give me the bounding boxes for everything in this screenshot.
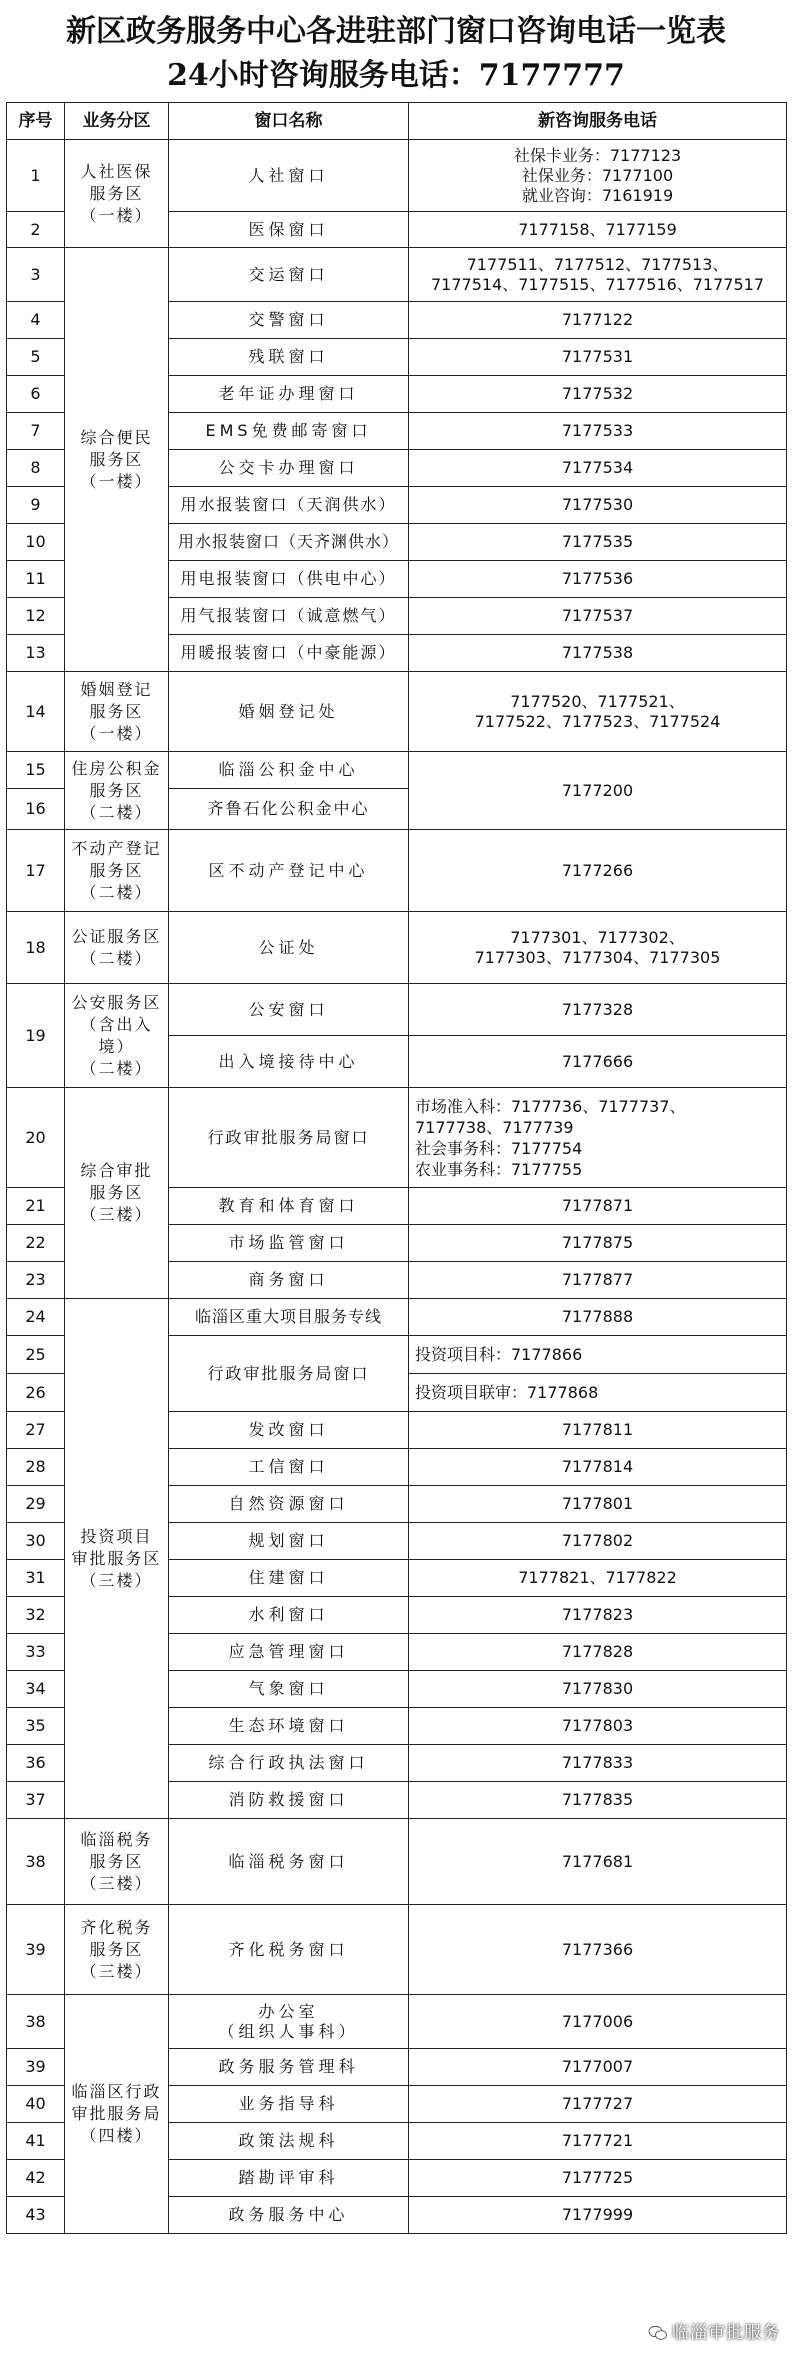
phone-cell: 7177007 [409,2049,787,2086]
row-number: 39 [7,2049,65,2086]
row-number: 22 [7,1225,65,1262]
zone-cell: 临淄区行政 审批服务局 （四楼） [65,1995,169,2234]
table-row [7,1088,787,1188]
phone-cell: 7177666 [409,1036,787,1088]
row-number: 38 [7,1995,65,2049]
window-name: 气象窗口 [169,1671,409,1708]
row-number: 21 [7,1188,65,1225]
window-name: 用电报装窗口（供电中心） [169,561,409,598]
header-phone: 新咨询服务电话 [409,103,787,140]
table-row [7,1299,787,1336]
window-name: 区不动产登记中心 [169,830,409,912]
row-number: 2 [7,212,65,248]
watermark [648,2318,780,2343]
table-row [7,672,787,752]
phone-cell: 市场准入科：7177736、7177737、 7177738、7177739 社会事务科：7177754 农业事务科：7177755 [409,1088,787,1188]
window-name: 消防救援窗口 [169,1782,409,1819]
phone-cell: 7177520、7177521、 7177522、7177523、7177524 [409,672,787,752]
row-number: 30 [7,1523,65,1560]
phone-cell: 7177828 [409,1634,787,1671]
window-name: 出入境接待中心 [169,1036,409,1088]
row-number: 35 [7,1708,65,1745]
row-number: 26 [7,1374,65,1412]
phone-cell: 7177534 [409,450,787,487]
window-name: 交警窗口 [169,302,409,339]
row-number: 43 [7,2197,65,2234]
phone-cell: 7177266 [409,830,787,912]
table-row [7,830,787,912]
phone-cell: 7177814 [409,1449,787,1486]
window-name: 齐化税务窗口 [169,1905,409,1995]
zone-cell: 临淄税务 服务区 （三楼） [65,1819,169,1905]
zone-cell: 人社医保 服务区 （一楼） [65,140,169,248]
wechat-icon [648,2325,668,2341]
window-name: 临淄区重大项目服务专线 [169,1299,409,1336]
zone-cell: 住房公积金 服务区 （二楼） [65,752,169,830]
row-number: 12 [7,598,65,635]
phone-cell: 7177301、7177302、 7177303、7177304、7177305 [409,912,787,984]
watermark-text: 临淄审批服务 [672,2323,780,2343]
phone-cell: 7177200 [409,752,787,830]
window-name: 临淄公积金中心 [169,752,409,789]
phone-cell: 7177821、7177822 [409,1560,787,1597]
phone-cell: 7177511、7177512、7177513、 7177514、7177515、7177516、7177517 [409,248,787,302]
row-number: 38 [7,1819,65,1905]
window-name: 医保窗口 [169,212,409,248]
phone-cell: 7177830 [409,1671,787,1708]
row-number: 9 [7,487,65,524]
window-name: 残联窗口 [169,339,409,376]
header-no: 序号 [7,103,65,140]
phone-cell: 7177328 [409,984,787,1036]
row-number: 13 [7,635,65,672]
window-name: 老年证办理窗口 [169,376,409,413]
window-name: 综合行政执法窗口 [169,1745,409,1782]
window-name: 婚姻登记处 [169,672,409,752]
phone-cell: 7177811 [409,1412,787,1449]
row-number: 15 [7,752,65,789]
phone-cell: 7177535 [409,524,787,561]
page-title: 新区政务服务中心各进驻部门窗口咨询电话一览表 [66,14,726,49]
row-number: 25 [7,1336,65,1374]
row-number: 6 [7,376,65,413]
phone-cell: 7177536 [409,561,787,598]
window-name: 政策法规科 [169,2123,409,2160]
contact-table [6,102,787,2234]
row-number: 10 [7,524,65,561]
row-number: 19 [7,984,65,1088]
row-number: 3 [7,248,65,302]
phone-cell: 7177727 [409,2086,787,2123]
phone-cell: 投资项目联审：7177868 [409,1374,787,1412]
window-name: 公交卡办理窗口 [169,450,409,487]
phone-cell: 7177681 [409,1819,787,1905]
phone-cell: 7177533 [409,413,787,450]
window-name: 临淄税务窗口 [169,1819,409,1905]
window-name: 行政审批服务局窗口 [169,1088,409,1188]
window-name: 交运窗口 [169,248,409,302]
row-number: 20 [7,1088,65,1188]
phone-cell: 7177999 [409,2197,787,2234]
window-name: 水利窗口 [169,1597,409,1634]
row-number: 17 [7,830,65,912]
row-number: 27 [7,1412,65,1449]
row-number: 16 [7,789,65,830]
phone-cell: 投资项目科：7177866 [409,1336,787,1374]
phone-cell: 7177158、7177159 [409,212,787,248]
phone-cell: 7177537 [409,598,787,635]
window-name: 公安窗口 [169,984,409,1036]
window-name: 自然资源窗口 [169,1486,409,1523]
zone-cell: 综合便民 服务区 （一楼） [65,248,169,672]
zone-cell: 公证服务区 （二楼） [65,912,169,984]
table-row [7,248,787,302]
window-name: 人社窗口 [169,140,409,212]
phone-cell: 7177802 [409,1523,787,1560]
zone-cell: 婚姻登记 服务区 （一楼） [65,672,169,752]
zone-cell: 不动产登记 服务区 （二楼） [65,830,169,912]
phone-cell: 7177725 [409,2160,787,2197]
table-row [7,752,787,789]
phone-cell: 7177801 [409,1486,787,1523]
row-number: 23 [7,1262,65,1299]
window-name: 行政审批服务局窗口 [169,1336,409,1412]
window-name: 齐鲁石化公积金中心 [169,789,409,830]
table-row [7,1995,787,2049]
window-name: 业务指导科 [169,2086,409,2123]
row-number: 41 [7,2123,65,2160]
window-name: 工信窗口 [169,1449,409,1486]
row-number: 7 [7,413,65,450]
phone-cell: 7177531 [409,339,787,376]
phone-cell: 7177538 [409,635,787,672]
page-subtitle: 24小时咨询服务电话：7177777 [167,58,625,93]
window-name: 发改窗口 [169,1412,409,1449]
window-name: 市场监管窗口 [169,1225,409,1262]
phone-cell: 7177835 [409,1782,787,1819]
phone-cell: 7177721 [409,2123,787,2160]
row-number: 37 [7,1782,65,1819]
table-row [7,912,787,984]
window-name: 办公室 （组织人事科） [169,1995,409,2049]
phone-cell: 7177366 [409,1905,787,1995]
phone-cell: 7177888 [409,1299,787,1336]
row-number: 28 [7,1449,65,1486]
window-name: 生态环境窗口 [169,1708,409,1745]
window-name: 公证处 [169,912,409,984]
phone-cell: 7177875 [409,1225,787,1262]
row-number: 14 [7,672,65,752]
row-number: 1 [7,140,65,212]
row-number: 5 [7,339,65,376]
window-name: 用气报装窗口（诚意燃气） [169,598,409,635]
table-row [7,1819,787,1905]
phone-cell: 7177877 [409,1262,787,1299]
window-name: 规划窗口 [169,1523,409,1560]
phone-cell: 7177122 [409,302,787,339]
phone-cell: 7177833 [409,1745,787,1782]
header-zone: 业务分区 [65,103,169,140]
window-name: 用水报装窗口（天齐渊供水） [169,524,409,561]
row-number: 18 [7,912,65,984]
zone-cell: 综合审批 服务区 （三楼） [65,1088,169,1299]
zone-cell: 公安服务区 （含出入 境） （二楼） [65,984,169,1088]
window-name: 用水报装窗口（天润供水） [169,487,409,524]
phone-cell: 7177006 [409,1995,787,2049]
row-number: 34 [7,1671,65,1708]
table-row [7,984,787,1036]
window-name: 用暖报装窗口（中豪能源） [169,635,409,672]
row-number: 42 [7,2160,65,2197]
row-number: 39 [7,1905,65,1995]
row-number: 32 [7,1597,65,1634]
table-row [7,140,787,212]
row-number: 4 [7,302,65,339]
zone-cell: 投资项目 审批服务区 （三楼） [65,1299,169,1819]
row-number: 8 [7,450,65,487]
row-number: 33 [7,1634,65,1671]
window-name: 商务窗口 [169,1262,409,1299]
phone-cell: 7177532 [409,376,787,413]
row-number: 11 [7,561,65,598]
window-name: 政务服务中心 [169,2197,409,2234]
row-number: 36 [7,1745,65,1782]
row-number: 31 [7,1560,65,1597]
header-row [7,103,787,140]
phone-cell: 7177530 [409,487,787,524]
window-name: 教育和体育窗口 [169,1188,409,1225]
phone-cell: 7177803 [409,1708,787,1745]
phone-cell: 7177823 [409,1597,787,1634]
window-name: 应急管理窗口 [169,1634,409,1671]
row-number: 29 [7,1486,65,1523]
zone-cell: 齐化税务 服务区 （三楼） [65,1905,169,1995]
row-number: 24 [7,1299,65,1336]
row-number: 40 [7,2086,65,2123]
header-window: 窗口名称 [169,103,409,140]
window-name: 住建窗口 [169,1560,409,1597]
phone-cell: 社保卡业务：7177123 社保业务：7177100 就业咨询：7161919 [409,140,787,212]
phone-cell: 7177871 [409,1188,787,1225]
window-name: 政务服务管理科 [169,2049,409,2086]
table-row [7,1905,787,1995]
window-name: 踏勘评审科 [169,2160,409,2197]
window-name: EMS免费邮寄窗口 [169,413,409,450]
